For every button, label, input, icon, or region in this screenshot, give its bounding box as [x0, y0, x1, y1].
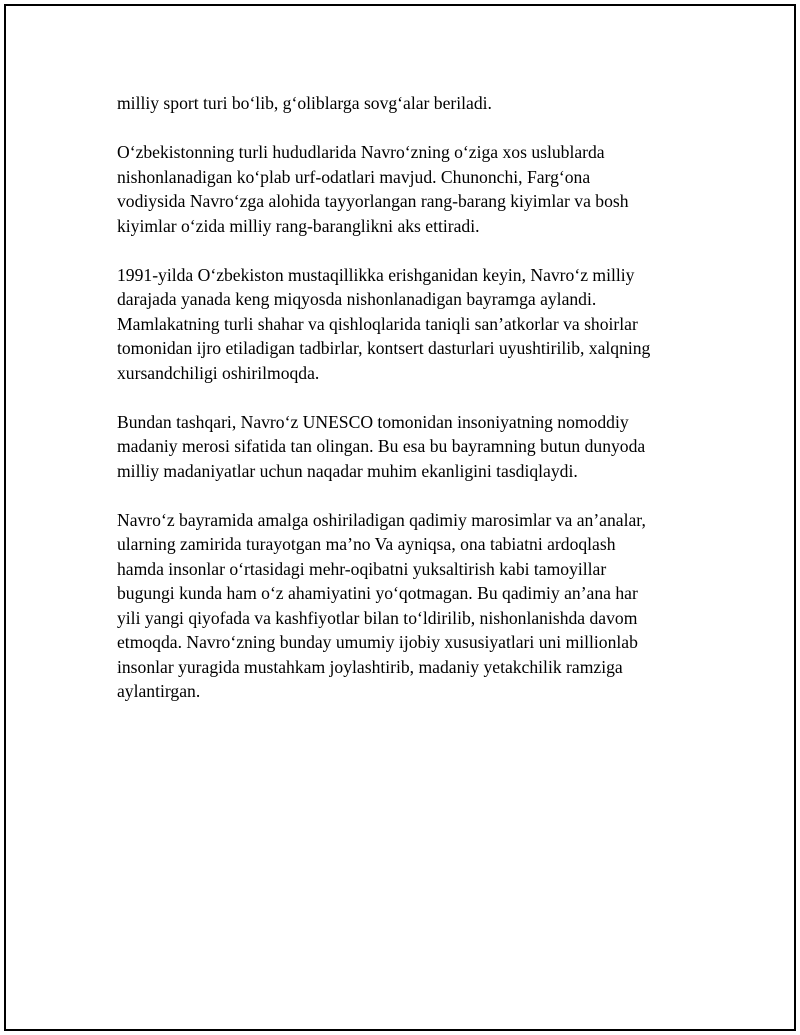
text-line: milliy madaniyatlar uchun naqadar muhim ekanligini tasdiqlaydi. [117, 460, 578, 481]
paragraph-regional-customs [117, 140, 692, 238]
text-line: darajada yanada keng miqyosda nishonlanadigan bayramga aylandi. [117, 289, 597, 309]
text-line: Navro‘z bayramida amalga oshiriladigan qadimiy marosimlar va an’analar, [117, 509, 646, 530]
text-line: vodiysida Navro‘zga alohida tayyorlangan rang-barang kiyimlar va bosh [117, 191, 629, 211]
text-line: yili yangi qiyofada va kashfiyotlar bilan to‘ldirilib, nishonlanishda davom [117, 607, 638, 628]
paragraph-independence [117, 263, 692, 386]
text-line: O‘zbekistonning turli hududlarida Navro‘zning o‘ziga xos uslublarda [117, 142, 605, 162]
text-line: tomonidan ijro etiladigan tadbirlar, kontsert dasturlari uyushtirilib, xalqning [117, 338, 651, 358]
text-line: hamda insonlar o‘rtasidagi mehr-oqibatni yuksaltirish kabi tamoyillar [117, 558, 607, 579]
text-line: Bundan tashqari, Navro‘z UNESCO tomonidan insoniyatning nomoddiy [117, 411, 629, 432]
text-line: 1991-yilda O‘zbekiston mustaqillikka erishganidan keyin, Navro‘z milliy [117, 264, 635, 285]
text-line: xursandchiligi oshirilmoqda. [117, 362, 320, 383]
text-line: nishonlanadigan ko‘plab urf-odatlari mavjud. Chunonchi, Farg‘ona [117, 166, 591, 187]
text-line: aylantirgan. [117, 681, 201, 701]
text-line: milliy sport turi bo‘lib, g‘oliblarga sovg‘alar beriladi. [117, 93, 492, 113]
text-line: ularning zamirida turayotgan ma’no Va ayniqsa, ona tabiatni ardoqlash [117, 534, 616, 554]
paragraph-traditions [117, 508, 692, 704]
text-line: kiyimlar o‘zida milliy rang-baranglikni aks ettiradi. [117, 215, 480, 236]
text-line: bugungi kunda ham o‘z ahamiyatini yo‘qotmagan. Bu qadimiy an’ana har [117, 583, 638, 603]
text-line: madaniy merosi sifatida tan olingan. Bu esa bu bayramning butun dunyoda [117, 436, 646, 456]
paragraph-unesco [117, 410, 692, 484]
text-line: etmoqda. Navro‘zning bunday umumiy ijobiy xususiyatlari uni millionlab [117, 632, 638, 652]
text-line: insonlar yuragida mustahkam joylashtirib, madaniy yetakchilik ramziga [117, 656, 623, 677]
document-body [117, 91, 692, 728]
paragraph-sport [117, 91, 692, 116]
text-line: Mamlakatning turli shahar va qishloqlarida taniqli san’atkorlar va shoirlar [117, 313, 638, 334]
